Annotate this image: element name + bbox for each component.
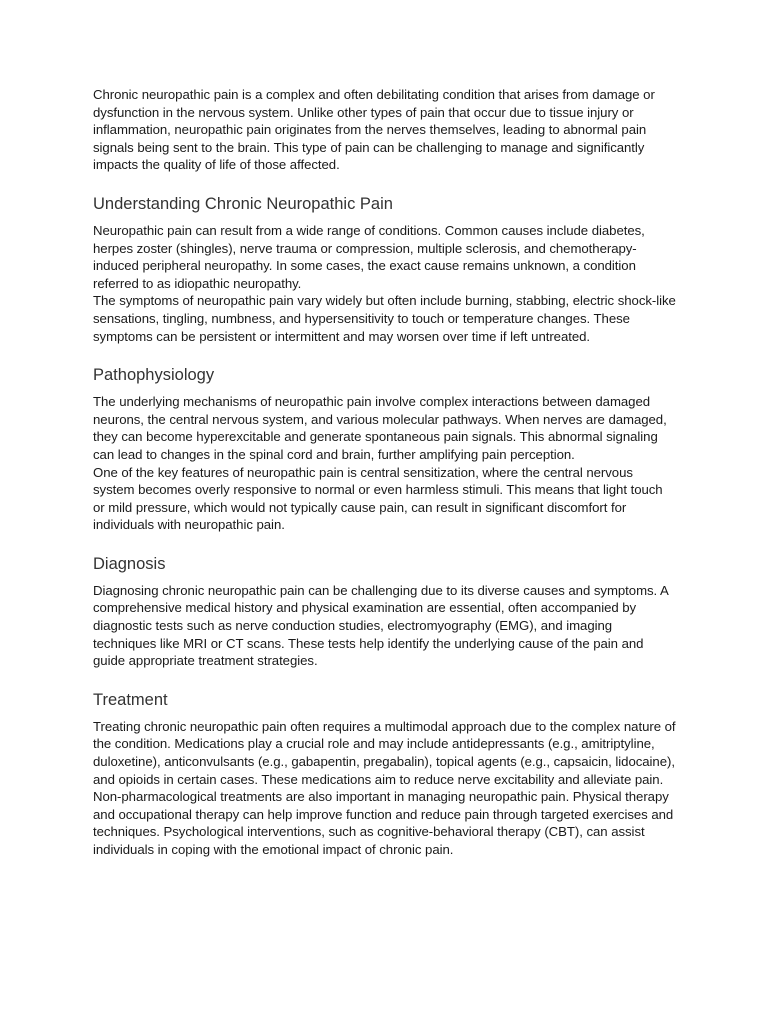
section-paragraph: Treating chronic neuropathic pain often requires a multimodal approach due to the complex nature of the condition. Medications play a crucial role and may include antidepressants (e.g., amitriptyline, duloxetine), anticonvulsants (e.g., gabapentin, pregabalin), topical agents (e.g., capsaicin, lidocaine), and opioids in certain cases. These medications aim to reduce nerve excitability and alleviate pain.: [93, 718, 676, 787]
section-paragraph: Diagnosing chronic neuropathic pain can be challenging due to its diverse causes and symptoms. A comprehensive medical history and physical examination are essential, often accompanied by diagnostic tests such as nerve conduction studies, electromyography (EMG), and imaging techniques like MRI or CT scans. These tests help identify the underlying cause of the pain and guide appropriate treatment strategies.: [93, 582, 669, 669]
section-paragraph: Neuropathic pain can result from a wide range of conditions. Common causes include diabetes, herpes zoster (shingles), nerve trauma or compression, multiple sclerosis, and chemotherapy-induced peripheral neuropathy. In some cases, the exact cause remains unknown, a condition referred to as idiopathic neuropathy.: [93, 222, 645, 291]
section-heading: Pathophysiology: [93, 366, 215, 385]
section-paragraph: Non-pharmacological treatments are also important in managing neuropathic pain. Physical therapy and occupational therapy can help improve function and reduce pain through targeted exercises and techniques. Psychological interventions, such as cognitive-behavioral therapy (CBT), can assist individuals in coping with the emotional impact of chronic pain.: [93, 789, 674, 857]
section-understanding: [93, 194, 677, 345]
intro-paragraph: Chronic neuropathic pain is a complex and often debilitating condition that arises from damage or dysfunction in the nervous system. Unlike other types of pain that occur due to tissue injury or inflammation, neuropathic pain originates from the nerves themselves, leading to abnormal pain signals being sent to the brain. This type of pain can be challenging to manage and significantly impacts the quality of life of those affected.: [93, 87, 655, 173]
document-page: [93, 86, 677, 859]
section-heading: Treatment: [93, 690, 168, 709]
section-pathophysiology: [93, 365, 677, 534]
section-heading: Diagnosis: [93, 554, 166, 573]
section-treatment: [93, 690, 677, 859]
section-paragraph: One of the key features of neuropathic pain is central sensitization, where the central nervous system becomes overly responsive to normal or even harmless stimuli. This means that light touch or mild pressure, which would not typically cause pain, can result in significant discomfort for individuals with neuropathic pain.: [93, 464, 663, 533]
section-diagnosis: [93, 554, 677, 670]
section-heading: Understanding Chronic Neuropathic Pain: [93, 194, 393, 213]
section-paragraph: The underlying mechanisms of neuropathic pain involve complex interactions between damaged neurons, the central nervous system, and various molecular pathways. When nerves are damaged, they can become hyperexcitable and generate spontaneous pain signals. This abnormal signaling can lead to changes in the spinal cord and brain, further amplifying pain perception.: [93, 394, 667, 462]
section-paragraph: The symptoms of neuropathic pain vary widely but often include burning, stabbing, electric shock-like sensations, tingling, numbness, and hypersensitivity to touch or temperature changes. These symptoms can be persistent or intermittent and may worsen over time if left untreated.: [93, 293, 676, 344]
